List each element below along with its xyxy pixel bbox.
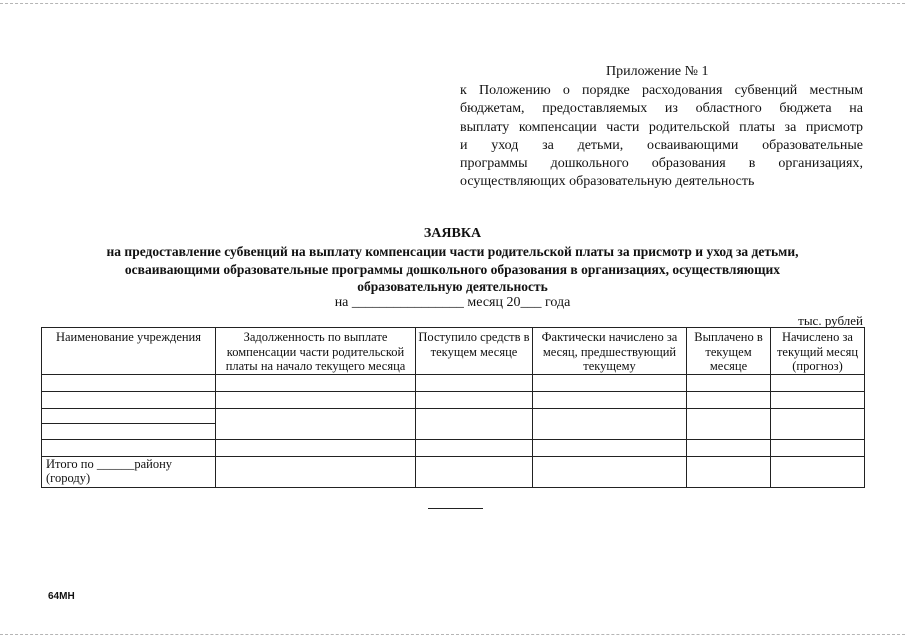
- subtitle-line: на предоставление субвенций на выплату компенсации части родительской платы за присмотр и уход за детьми,: [106, 244, 799, 259]
- table-cell[interactable]: [533, 439, 687, 456]
- table-cell-split[interactable]: [42, 408, 216, 439]
- table-row: [42, 408, 865, 439]
- table-cell[interactable]: [533, 408, 687, 439]
- table-cell[interactable]: [216, 408, 416, 439]
- table-cell[interactable]: [416, 456, 533, 487]
- table-row: [42, 439, 865, 456]
- table-cell[interactable]: [533, 374, 687, 391]
- column-header-accrued-previous: Фактически начислено за месяц, предшествующий текущему: [533, 328, 687, 375]
- column-header-accrued-forecast: Начислено за текущий месяц (прогноз): [771, 328, 865, 375]
- scan-bottom-edge: [0, 634, 905, 635]
- table-cell[interactable]: [42, 391, 216, 408]
- table-cell[interactable]: [42, 439, 216, 456]
- table-total-row: [42, 456, 865, 487]
- appendix-line: к Положению о порядке расходования субвенций местным: [460, 83, 863, 98]
- table-cell[interactable]: [771, 439, 865, 456]
- table-cell[interactable]: [687, 408, 771, 439]
- column-header-institution: Наименование учреждения: [42, 328, 216, 375]
- table-cell[interactable]: [771, 408, 865, 439]
- request-subtitle: [20, 243, 885, 296]
- appendix-title: Приложение № 1: [606, 64, 709, 79]
- table-cell[interactable]: [771, 391, 865, 408]
- table-cell[interactable]: [416, 408, 533, 439]
- column-header-received: Поступило средств в текущем месяце: [416, 328, 533, 375]
- table-row: [42, 391, 865, 408]
- appendix-line: осуществляющих образовательную деятельность: [460, 174, 755, 190]
- table-cell[interactable]: [687, 439, 771, 456]
- units-label: тыс. рублей: [798, 313, 863, 328]
- total-label: Итого по ______району (городу): [42, 456, 216, 487]
- table-cell[interactable]: [416, 391, 533, 408]
- subtitle-line: образовательную деятельность: [357, 279, 548, 294]
- table-cell[interactable]: [216, 391, 416, 408]
- table-header-row: [42, 328, 865, 375]
- table-cell[interactable]: [416, 374, 533, 391]
- request-table: [41, 327, 865, 488]
- footer-code: 64МН: [48, 591, 75, 602]
- column-header-debt: Задолженность по выплате компенсации части родительской платы на начало текущего месяца: [216, 328, 416, 375]
- table-cell[interactable]: [771, 374, 865, 391]
- period-line: на ________________ месяц 20___ года: [334, 295, 571, 310]
- table-cell[interactable]: [687, 456, 771, 487]
- table-cell[interactable]: [216, 456, 416, 487]
- appendix-body: [460, 82, 863, 192]
- table-cell[interactable]: [216, 374, 416, 391]
- table-row: [42, 374, 865, 391]
- column-header-paid: Выплачено в текущем месяце: [687, 328, 771, 375]
- table-cell[interactable]: [533, 391, 687, 408]
- table-cell[interactable]: [416, 439, 533, 456]
- table-cell[interactable]: [216, 439, 416, 456]
- table-cell[interactable]: [533, 456, 687, 487]
- request-title: ЗАЯВКА: [423, 226, 482, 241]
- appendix-line: выплату компенсации части родительской платы за присмотр: [460, 119, 863, 135]
- table-cell[interactable]: [687, 391, 771, 408]
- scan-top-edge: [0, 3, 905, 4]
- separator-line: [428, 508, 483, 509]
- appendix-line: и уход за детьми, осваивающими образовательные: [460, 137, 863, 153]
- appendix-line: бюджетам, предоставляемых из областного бюджета на: [460, 101, 863, 117]
- table-cell[interactable]: [687, 374, 771, 391]
- appendix-line: программы дошкольного образования в организациях,: [460, 156, 863, 172]
- subtitle-line: осваивающими образовательные программы дошкольного образования в организациях, осуществляющих: [124, 261, 781, 277]
- table-cell[interactable]: [42, 374, 216, 391]
- table-cell[interactable]: [771, 456, 865, 487]
